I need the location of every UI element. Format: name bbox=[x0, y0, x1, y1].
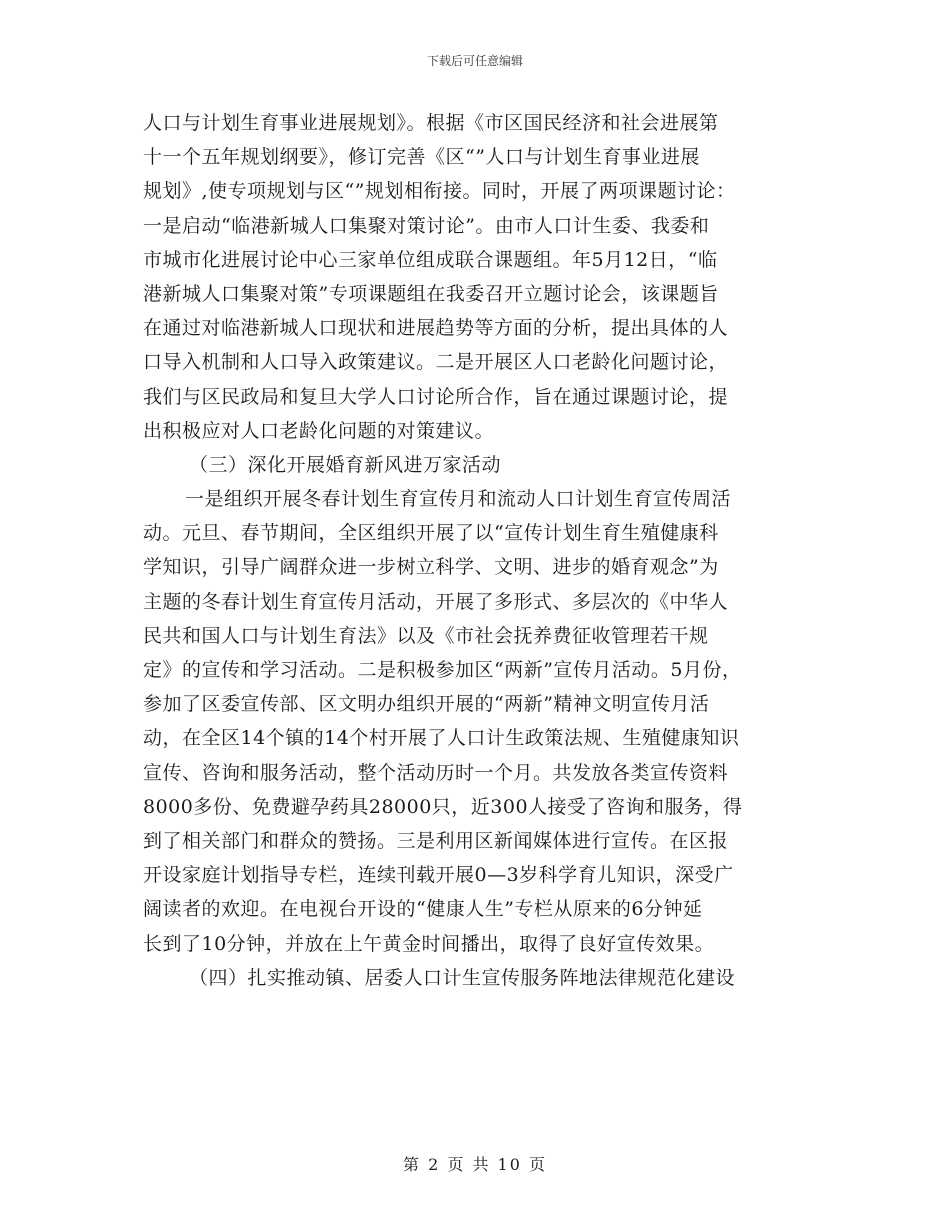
page-number: 第 2 页 共 10 页 bbox=[403, 1155, 547, 1174]
body-line: 阔读者的欢迎。在电视台开设的“健康人生”专栏从原来的6分钟延 bbox=[143, 898, 703, 921]
body-line: 一是组织开展冬春计划生育宣传月和流动人口计划生育宣传周活 bbox=[185, 488, 732, 511]
document-body bbox=[143, 106, 813, 995]
body-line: 长到了10分钟，并放在上午黄金时间播出，取得了良好宣传效果。 bbox=[143, 932, 715, 955]
body-line: 规划》,使专项规划与区“”规划相衔接。同时，开展了两项课题讨论： bbox=[143, 180, 736, 203]
body-line: 在通过对临港新城人口现状和进展趋势等方面的分析，提出具体的人 bbox=[143, 317, 729, 340]
body-line: 口导入机制和人口导入政策建议。二是开展区人口老龄化问题讨论， bbox=[143, 351, 729, 374]
body-line: 十一个五年规划纲要》，修订完善《区“”人口与计划生育事业进展 bbox=[143, 146, 700, 169]
section-heading-3: （三）深化开展婚育新风进万家活动 bbox=[189, 453, 502, 476]
body-line: 开设家庭计划指导专栏，连续刊载开展0—3岁科学育儿知识，深受广 bbox=[143, 864, 734, 887]
body-line: 主题的冬春计划生育宣传月活动，开展了多形式、多层次的《中华人 bbox=[143, 590, 729, 613]
body-line: 人口与计划生育事业进展规划》。根据《市区国民经济和社会进展第 bbox=[143, 112, 719, 134]
body-line: 一是启动“临港新城人口集聚对策讨论”。由市人口计生委、我委和 bbox=[143, 214, 710, 237]
section-heading-4: （四）扎实推动镇、居委人口计生宣传服务阵地法律规范化建设 bbox=[189, 966, 736, 989]
body-line: 民共和国人口与计划生育法》以及《市社会抚养费征收管理若干规 bbox=[143, 624, 709, 647]
body-line: 我们与区民政局和复旦大学人口讨论所合作，旨在通过课题讨论，提 bbox=[143, 385, 729, 408]
body-line: 出积极应对人口老龄化问题的对策建议。 bbox=[143, 419, 495, 442]
body-line: 宣传、咨询和服务活动，整个活动历时一个月。共发放各类宣传资料 bbox=[143, 761, 729, 784]
body-line: 港新城人口集聚对策”专项课题组在我委召开立题讨论会，该课题旨 bbox=[143, 282, 719, 305]
body-line: 动。元旦、春节期间，全区组织开展了以“宣传计划生育生殖健康科 bbox=[143, 522, 719, 545]
body-line: 动，在全区14个镇的14个村开展了人口计生政策法规、生殖健康知识 bbox=[143, 727, 740, 750]
page-header-note: 下载后可任意编辑 bbox=[426, 54, 523, 68]
body-line: 到了相关部门和群众的赞扬。三是利用区新闻媒体进行宣传。在区报 bbox=[143, 829, 729, 852]
body-line: 学知识，引导广阔群众进一步树立科学、文明、进步的婚育观念”为 bbox=[143, 556, 719, 579]
body-line: 定》的宣传和学习活动。二是积极参加区“两新”宣传月活动。5月份， bbox=[143, 659, 742, 681]
body-line: 市城市化进展讨论中心三家单位组成联合课题组。年5月12日，“临 bbox=[143, 248, 718, 271]
body-line: 参加了区委宣传部、区文明办组织开展的“两新”精神文明宣传月活 bbox=[143, 693, 710, 716]
body-line: 8000多份、免费避孕药具28000只，近300人接受了咨询和服务，得 bbox=[143, 795, 743, 818]
